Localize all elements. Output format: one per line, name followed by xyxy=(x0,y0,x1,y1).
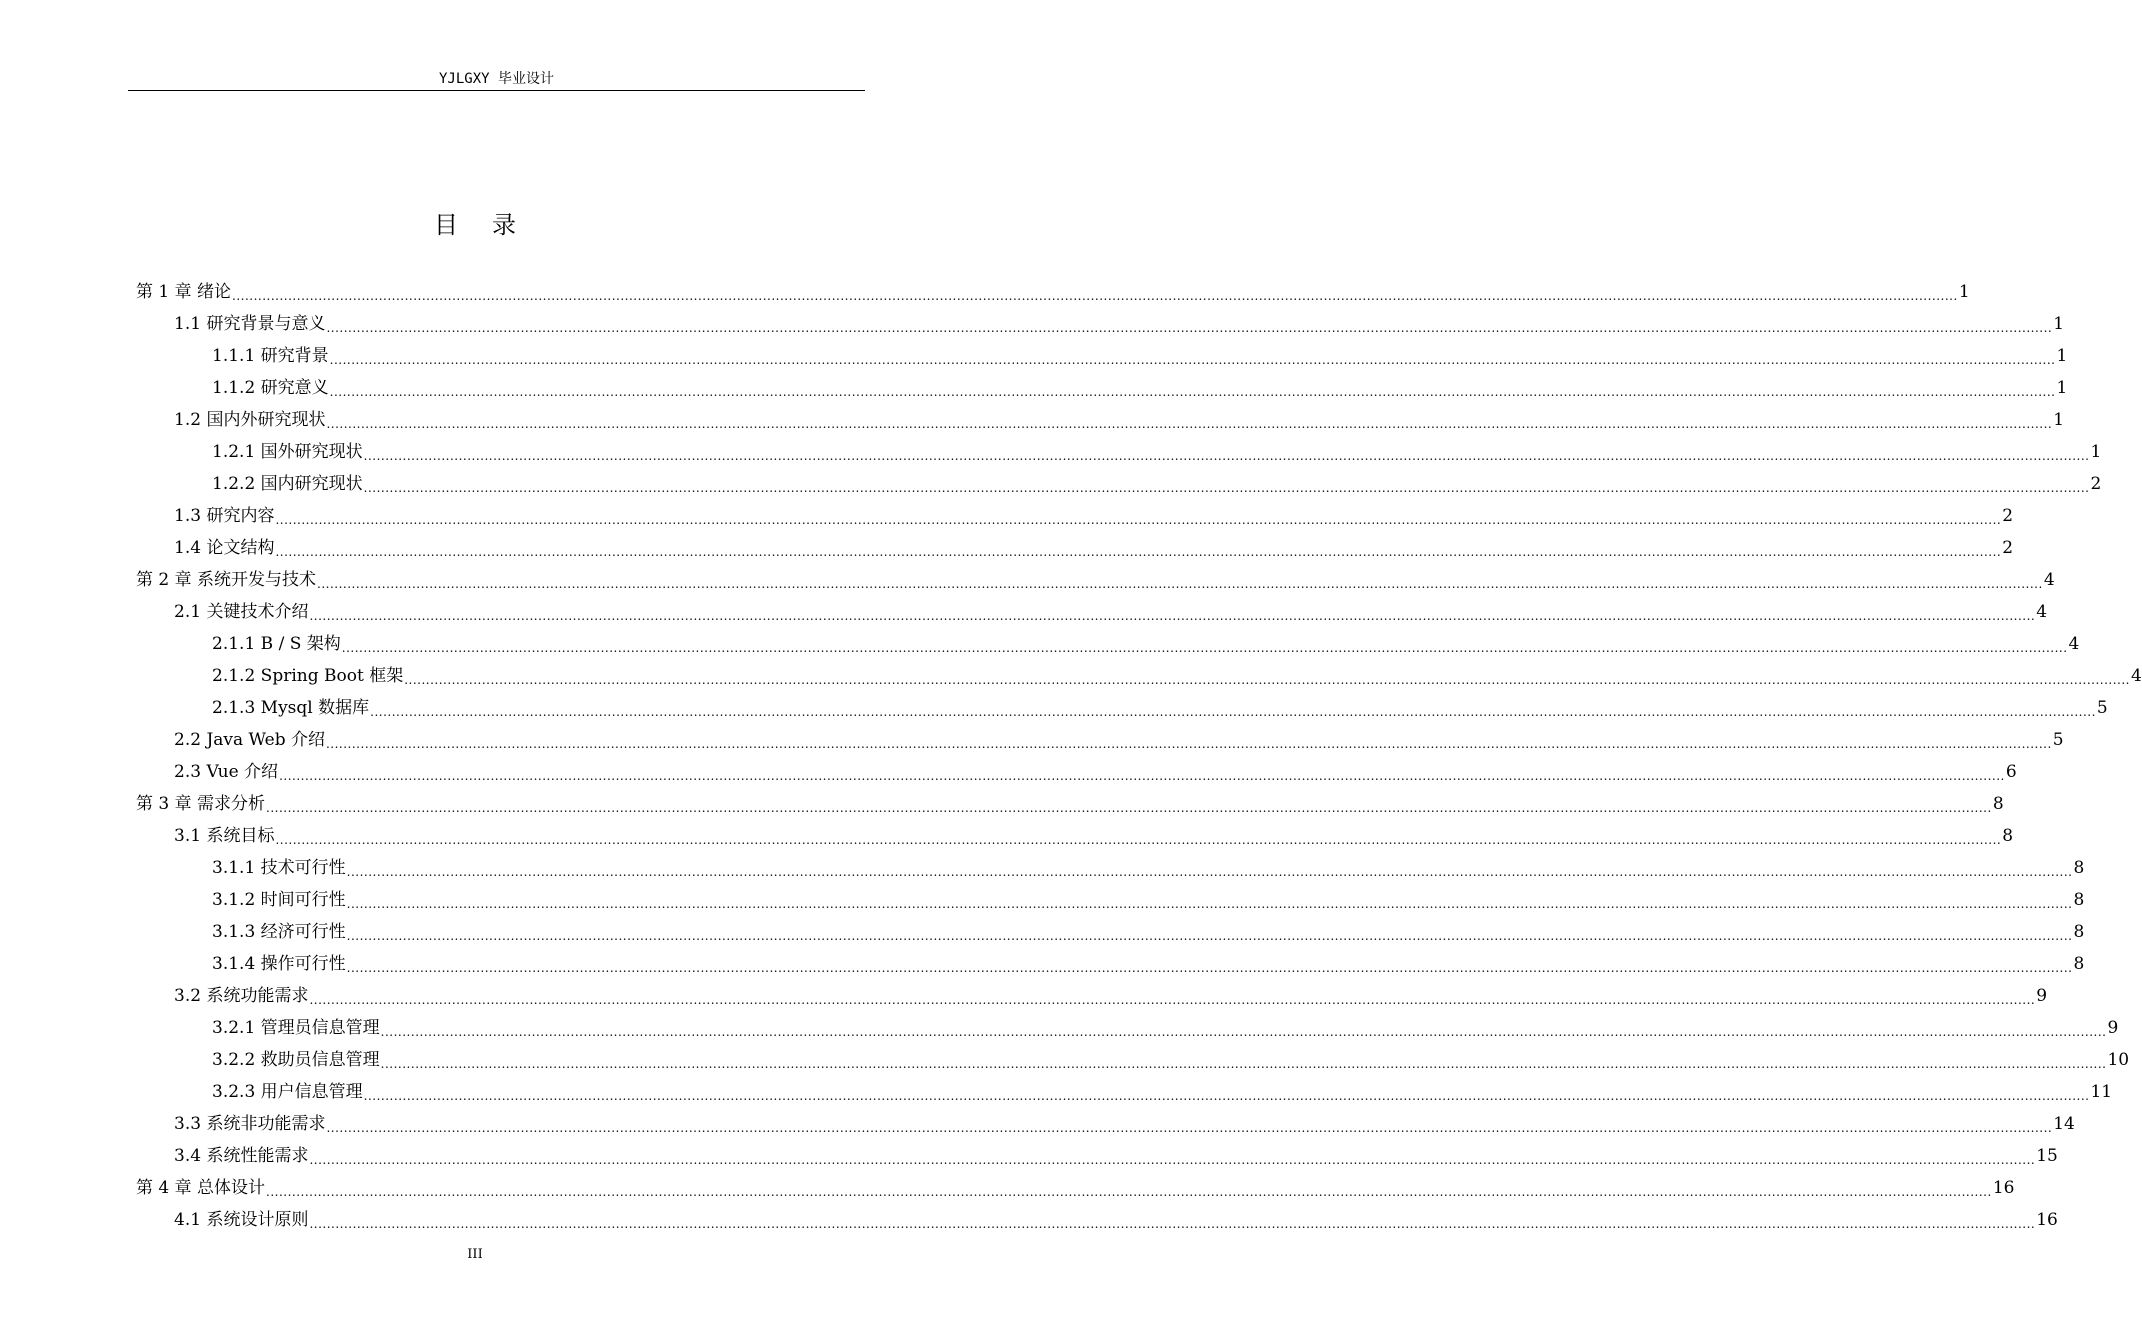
toc-dot-leader: ................................................................................................................................................................................................................................................................................................................................................................................................................ xyxy=(309,609,2036,623)
toc-entry[interactable] xyxy=(212,1044,2130,1076)
toc-entry-number: 4.1 xyxy=(174,1210,207,1230)
toc-entry[interactable] xyxy=(136,788,2004,820)
toc-dot-leader: ................................................................................................................................................................................................................................................................................................................................................................................................................ xyxy=(309,1217,2036,1231)
toc-entry-number: 2.1.2 xyxy=(212,666,261,686)
toc-entry-page: 2 xyxy=(2002,506,2014,526)
toc-entry-label: 总体设计 xyxy=(197,1178,266,1198)
toc-entry[interactable] xyxy=(212,692,2108,724)
header-rule xyxy=(128,90,865,91)
toc-dot-leader: ................................................................................................................................................................................................................................................................................................................................................................................................................ xyxy=(317,577,2043,591)
toc-entry-label: 需求分析 xyxy=(197,794,266,814)
toc-entry-number: 3.2.3 xyxy=(212,1082,261,1102)
toc-entry-page: 1 xyxy=(2053,314,2065,334)
toc-dot-leader: ................................................................................................................................................................................................................................................................................................................................................................................................................ xyxy=(309,1153,2036,1167)
toc-entry-number: 2.2 xyxy=(174,730,207,750)
toc-dot-leader: ................................................................................................................................................................................................................................................................................................................................................................................................................ xyxy=(346,929,2073,943)
toc-entry-label: 管理员信息管理 xyxy=(260,1018,380,1038)
toc-dot-leader: ................................................................................................................................................................................................................................................................................................................................................................................................................ xyxy=(380,1025,2107,1039)
toc-entry[interactable] xyxy=(136,1172,2015,1204)
toc-entry-number: 1.1.2 xyxy=(212,378,261,398)
toc-entry-page: 4 xyxy=(2036,602,2048,622)
toc-dot-leader: ................................................................................................................................................................................................................................................................................................................................................................................................................ xyxy=(346,961,2073,975)
toc-entry[interactable] xyxy=(212,1012,2119,1044)
toc-entry-page: 4 xyxy=(2043,570,2055,590)
toc-entry[interactable] xyxy=(174,500,2014,532)
toc-title: 目录 xyxy=(434,211,550,239)
toc-entry-label: 时间可行性 xyxy=(260,890,346,910)
toc-entry[interactable] xyxy=(174,756,2017,788)
toc-entry-number: 1.3 xyxy=(174,506,207,526)
toc-dot-leader: ................................................................................................................................................................................................................................................................................................................................................................................................................ xyxy=(329,353,2056,367)
toc-entry-number: 3.1.2 xyxy=(212,890,261,910)
toc-entry-number: 1.4 xyxy=(174,538,207,558)
toc-entry-number: 第 4 章 xyxy=(136,1178,198,1198)
toc-entry-number: 1.2.2 xyxy=(212,474,261,494)
toc-entry[interactable] xyxy=(174,1108,2075,1140)
toc-dot-leader: ................................................................................................................................................................................................................................................................................................................................................................................................................ xyxy=(370,705,2096,719)
toc-entry-label: 研究内容 xyxy=(206,506,275,526)
toc-entry-number: 第 2 章 xyxy=(136,570,198,590)
toc-entry-page: 8 xyxy=(2073,890,2085,910)
toc-entry[interactable] xyxy=(174,1140,2058,1172)
toc-entry-page: 1 xyxy=(2056,378,2068,398)
toc-entry[interactable] xyxy=(212,436,2102,468)
page-number: III xyxy=(467,1247,483,1262)
toc-entry-number: 3.3 xyxy=(174,1114,207,1134)
toc-entry-number: 2.1 xyxy=(174,602,207,622)
toc-entry-page: 1 xyxy=(2056,346,2068,366)
toc-dot-leader: ................................................................................................................................................................................................................................................................................................................................................................................................................ xyxy=(363,481,2090,495)
toc-entry-page: 4 xyxy=(2130,666,2142,686)
toc-dot-leader: ................................................................................................................................................................................................................................................................................................................................................................................................................ xyxy=(329,385,2056,399)
toc-entry-number: 1.1.1 xyxy=(212,346,261,366)
toc-entry-label: 研究背景与意义 xyxy=(206,314,326,334)
toc-entry-label: 系统非功能需求 xyxy=(206,1114,326,1134)
toc-entry[interactable] xyxy=(212,372,2068,404)
toc-dot-leader: ................................................................................................................................................................................................................................................................................................................................................................................................................ xyxy=(232,289,1958,303)
toc-dot-leader: ................................................................................................................................................................................................................................................................................................................................................................................................................ xyxy=(279,769,2005,783)
toc-entry[interactable] xyxy=(212,948,2085,980)
toc-entry[interactable] xyxy=(212,1076,2113,1108)
toc-entry-number: 1.2.1 xyxy=(212,442,261,462)
toc-dot-leader: ................................................................................................................................................................................................................................................................................................................................................................................................................ xyxy=(326,1121,2053,1135)
toc-entry-label: 绪论 xyxy=(197,282,232,302)
toc-entry[interactable] xyxy=(174,820,2014,852)
toc-entry-number: 3.2 xyxy=(174,986,207,1006)
toc-entry-page: 11 xyxy=(2090,1082,2113,1102)
toc-entry-label: 关键技术介绍 xyxy=(206,602,309,622)
toc-entry-label: 系统功能需求 xyxy=(206,986,309,1006)
toc-entry-page: 8 xyxy=(2002,826,2014,846)
toc-entry-number: 第 1 章 xyxy=(136,282,198,302)
toc-entry-number: 1.2 xyxy=(174,410,207,430)
toc-entry[interactable] xyxy=(174,596,2048,628)
toc-entry-label: 研究背景 xyxy=(260,346,329,366)
toc-entry-label: Mysql 数据库 xyxy=(260,698,370,718)
toc-entry-page: 5 xyxy=(2052,730,2064,750)
toc-dot-leader: ................................................................................................................................................................................................................................................................................................................................................................................................................ xyxy=(363,1089,2090,1103)
toc-entry-label: B / S 架构 xyxy=(260,634,341,654)
toc-entry-label: Java Web 介绍 xyxy=(206,730,325,750)
running-header: YJLGXY 毕业设计 xyxy=(438,71,554,87)
toc-entry[interactable] xyxy=(174,404,2065,436)
toc-entry-label: 国内外研究现状 xyxy=(206,410,326,430)
toc-entry-number: 3.1.1 xyxy=(212,858,261,878)
toc-entry-number: 2.1.3 xyxy=(212,698,261,718)
toc-entry-label: 操作可行性 xyxy=(260,954,346,974)
toc-entry-number: 2.3 xyxy=(174,762,207,782)
toc-entry-page: 8 xyxy=(2073,858,2085,878)
toc-entry-number: 2.1.1 xyxy=(212,634,261,654)
toc-entry[interactable] xyxy=(212,628,2080,660)
toc-dot-leader: ................................................................................................................................................................................................................................................................................................................................................................................................................ xyxy=(363,449,2090,463)
toc-entry[interactable] xyxy=(212,884,2085,916)
toc-entry-page: 6 xyxy=(2005,762,2017,782)
toc-entry[interactable] xyxy=(212,852,2085,884)
toc-entry-label: 系统开发与技术 xyxy=(197,570,317,590)
toc-entry-label: 救助员信息管理 xyxy=(260,1050,380,1070)
toc-dot-leader: ................................................................................................................................................................................................................................................................................................................................................................................................................ xyxy=(380,1057,2107,1071)
toc-entry-label: 系统性能需求 xyxy=(206,1146,309,1166)
toc-dot-leader: ................................................................................................................................................................................................................................................................................................................................................................................................................ xyxy=(325,737,2052,751)
toc-entry-page: 5 xyxy=(2096,698,2108,718)
toc-entry-page: 16 xyxy=(1992,1178,2015,1198)
toc-entry-label: 国外研究现状 xyxy=(260,442,363,462)
toc-entry-number: 1.1 xyxy=(174,314,207,334)
toc-dot-leader: ................................................................................................................................................................................................................................................................................................................................................................................................................ xyxy=(266,1185,1992,1199)
toc-dot-leader: ................................................................................................................................................................................................................................................................................................................................................................................................................ xyxy=(341,641,2068,655)
toc-entry[interactable] xyxy=(174,532,2014,564)
toc-entry[interactable] xyxy=(174,308,2065,340)
toc-entry-number: 第 3 章 xyxy=(136,794,198,814)
toc-entry-number: 3.4 xyxy=(174,1146,207,1166)
toc-entry-page: 10 xyxy=(2107,1050,2130,1070)
toc-dot-leader: ................................................................................................................................................................................................................................................................................................................................................................................................................ xyxy=(346,897,2073,911)
toc-entry[interactable] xyxy=(174,980,2048,1012)
toc-entry-number: 3.2.1 xyxy=(212,1018,261,1038)
toc-entry-label: 论文结构 xyxy=(206,538,275,558)
toc-entry-label: 经济可行性 xyxy=(260,922,346,942)
toc-entry-page: 9 xyxy=(2036,986,2048,1006)
toc-dot-leader: ................................................................................................................................................................................................................................................................................................................................................................................................................ xyxy=(275,545,2002,559)
toc-entry[interactable] xyxy=(212,916,2085,948)
toc-entry-page: 8 xyxy=(2073,922,2085,942)
toc-dot-leader: ................................................................................................................................................................................................................................................................................................................................................................................................................ xyxy=(266,801,1992,815)
toc-entry[interactable] xyxy=(212,340,2068,372)
toc-entry-number: 3.1 xyxy=(174,826,207,846)
toc-entry-number: 3.1.4 xyxy=(212,954,261,974)
toc-entry-label: 系统设计原则 xyxy=(206,1210,309,1230)
toc-entry-number: 3.2.2 xyxy=(212,1050,261,1070)
toc-entry-page: 14 xyxy=(2053,1114,2075,1134)
toc-entry-label: 国内研究现状 xyxy=(260,474,363,494)
toc-entry-number: 3.1.3 xyxy=(212,922,261,942)
toc-dot-leader: ................................................................................................................................................................................................................................................................................................................................................................................................................ xyxy=(275,513,2002,527)
toc-entry-page: 8 xyxy=(2073,954,2085,974)
toc-entry[interactable] xyxy=(212,660,2142,692)
toc-entry-page: 1 xyxy=(1958,282,1970,302)
toc-entry-label: 用户信息管理 xyxy=(260,1082,363,1102)
toc-entry-page: 1 xyxy=(2090,442,2102,462)
toc-dot-leader: ................................................................................................................................................................................................................................................................................................................................................................................................................ xyxy=(275,833,2002,847)
toc-entry-page: 9 xyxy=(2107,1018,2119,1038)
toc-entry-label: 系统目标 xyxy=(206,826,275,846)
toc-entry[interactable] xyxy=(136,276,1970,308)
toc-entry-page: 15 xyxy=(2036,1146,2058,1166)
toc-entry-page: 4 xyxy=(2068,634,2080,654)
toc-entry-page: 16 xyxy=(2036,1210,2058,1230)
toc-entry[interactable] xyxy=(174,724,2064,756)
toc-entry-page: 2 xyxy=(2090,474,2102,494)
toc-entry[interactable] xyxy=(136,564,2055,596)
toc-dot-leader: ................................................................................................................................................................................................................................................................................................................................................................................................................ xyxy=(326,321,2053,335)
toc-entry-label: Vue 介绍 xyxy=(206,762,279,782)
toc-entry-page: 8 xyxy=(1992,794,2004,814)
toc-entry-label: 研究意义 xyxy=(260,378,329,398)
toc-entry[interactable] xyxy=(212,468,2102,500)
toc-dot-leader: ................................................................................................................................................................................................................................................................................................................................................................................................................ xyxy=(404,673,2130,687)
toc-dot-leader: ................................................................................................................................................................................................................................................................................................................................................................................................................ xyxy=(326,417,2053,431)
toc-entry-label: 技术可行性 xyxy=(260,858,346,878)
toc-dot-leader: ................................................................................................................................................................................................................................................................................................................................................................................................................ xyxy=(346,865,2073,879)
toc-entry-page: 1 xyxy=(2053,410,2065,430)
toc-entry-label: Spring Boot 框架 xyxy=(260,666,404,686)
toc-dot-leader: ................................................................................................................................................................................................................................................................................................................................................................................................................ xyxy=(309,993,2036,1007)
toc-entry[interactable] xyxy=(174,1204,2058,1236)
toc-entry-page: 2 xyxy=(2002,538,2014,558)
